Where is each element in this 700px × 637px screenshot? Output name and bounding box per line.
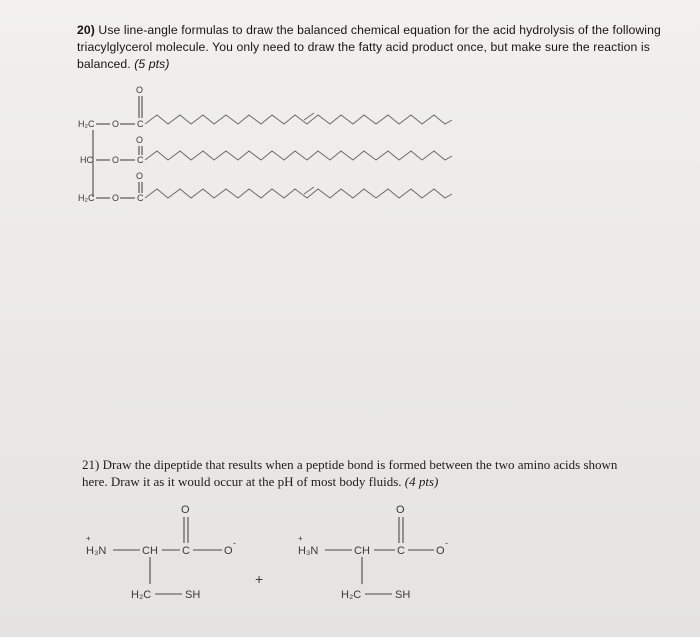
aa2-amine-label: H₃N [298, 545, 319, 557]
row3-carbonyl-carbon: C [137, 193, 144, 203]
question-20-points: (5 pts) [134, 57, 170, 71]
row3-carbon-label: H₂C [78, 193, 95, 203]
aa1-minus-charge: - [233, 538, 236, 548]
aa1-amine-label: H₃N [86, 545, 107, 557]
amino-acid-2 [298, 504, 448, 601]
question-20-text: Use line-angle formulas to draw the balanced chemical equation for the acid hydrolysis of the following triacylglycerol molecule. You only need to draw the fatty acid product once, but make sure the reaction is balanced. [77, 23, 661, 71]
row2-carbon-label: HC [80, 155, 93, 165]
question-21-points: (4 pts) [404, 474, 439, 489]
row3-carbonyl-oxygen: O [136, 171, 144, 181]
aa2-carboxyl-carbon: C [397, 545, 405, 557]
row2-carbonyl-oxygen: O [136, 135, 144, 145]
row1-carbonyl-carbon: C [137, 119, 144, 129]
question-21-text: Draw the dipeptide that results when a peptide bond is formed between the two amino acids shown here. Draw it as it would occur at the pH of most body fluids. [82, 457, 618, 489]
row3-oxygen-label: O [112, 193, 120, 203]
row3-fatty-acid-chain [145, 189, 452, 198]
triacylglycerol-structure [78, 85, 452, 203]
aa1-alpha-ch: CH [142, 545, 158, 557]
row2-oxygen-label: O [112, 155, 120, 165]
question-20-number: 20) [77, 23, 95, 37]
question-21 [82, 456, 642, 490]
row2-carbonyl-carbon: C [137, 155, 144, 165]
aa1-carboxylate-oxygen: O [224, 545, 233, 557]
aa2-plus-charge: + [298, 534, 303, 543]
aa2-alpha-ch: CH [354, 545, 370, 557]
aa1-plus-charge: + [86, 534, 91, 543]
row1-fatty-acid-chain [145, 115, 452, 124]
row1-carbonyl-oxygen: O [136, 85, 144, 95]
aa2-side-ch2: H₂C [341, 589, 362, 601]
aa1-carboxyl-carbon: C [182, 545, 190, 557]
question-21-number: 21) [82, 457, 100, 472]
aa1-carbonyl-oxygen: O [181, 504, 190, 516]
aa2-minus-charge: - [445, 538, 448, 548]
aa2-carbonyl-oxygen: O [396, 504, 405, 516]
aa2-thiol: SH [395, 589, 411, 601]
aa2-carboxylate-oxygen: O [436, 545, 445, 557]
aa1-side-ch2: H₂C [131, 589, 152, 601]
row1-oxygen-label: O [112, 119, 120, 129]
amino-acid-1 [86, 504, 236, 601]
aa1-thiol: SH [185, 589, 201, 601]
row2-fatty-acid-chain [145, 151, 452, 160]
row1-carbon-label: H₂C [78, 119, 95, 129]
plus-sign: + [255, 571, 264, 587]
